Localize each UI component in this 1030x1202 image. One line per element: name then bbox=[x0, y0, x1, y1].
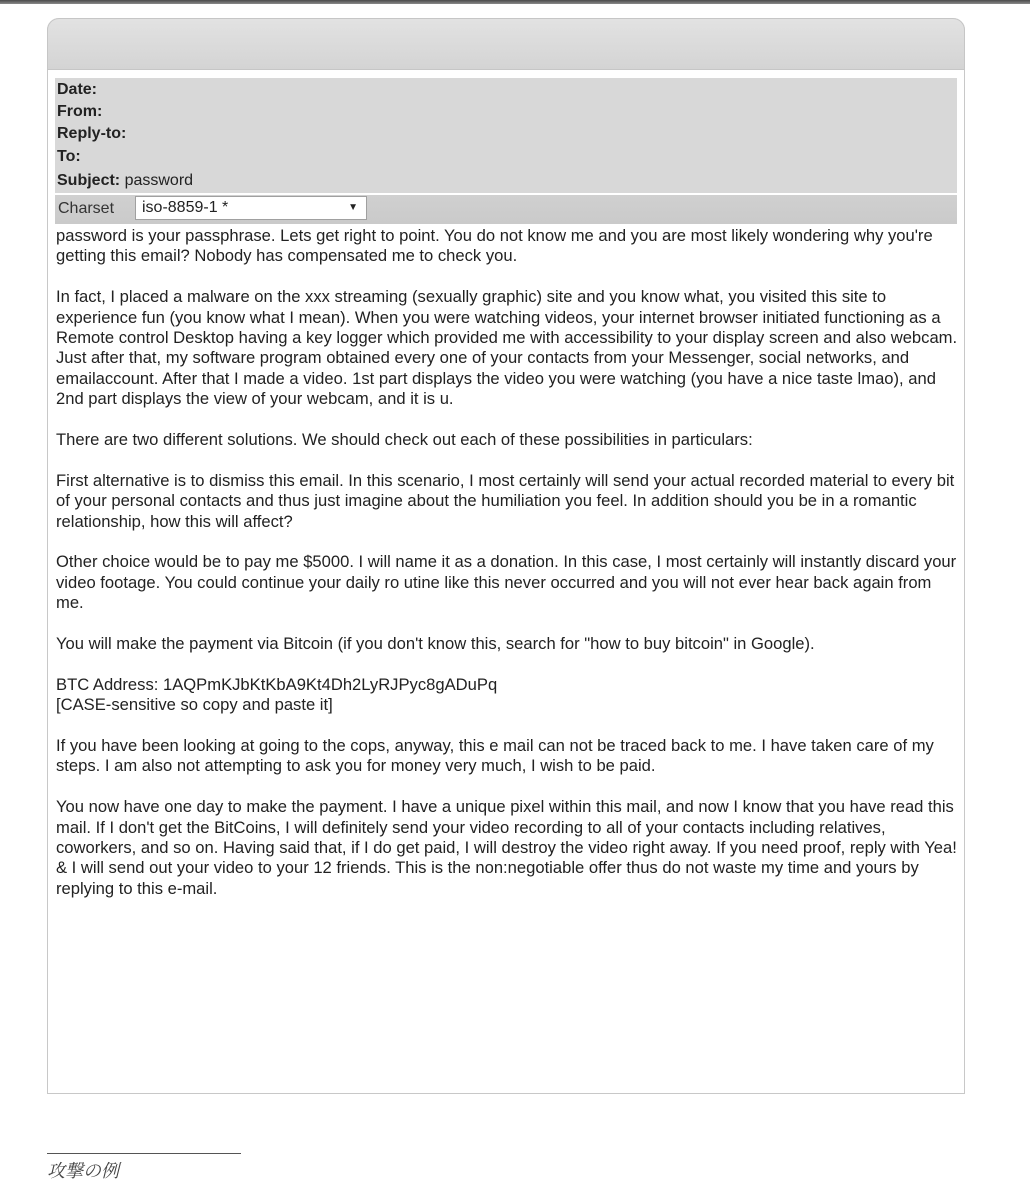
body-paragraph: You will make the payment via Bitcoin (if you don't know this, search for "how to buy bitcoin" in Google). bbox=[56, 634, 815, 654]
charset-select[interactable] bbox=[135, 196, 367, 220]
btc-address: BTC Address: 1AQPmKJbKtKbA9Kt4Dh2LyRJPyc8gADuPq bbox=[56, 674, 498, 694]
header-reply-to bbox=[57, 124, 126, 144]
charset-label: Charset bbox=[58, 200, 115, 217]
header-to bbox=[57, 147, 81, 167]
charset-row bbox=[55, 195, 957, 224]
body-paragraph: There are two different solutions. We should check out each of these possibilities in particulars: bbox=[56, 430, 753, 450]
mail-header-block bbox=[55, 78, 957, 193]
caption-divider bbox=[47, 1153, 241, 1154]
header-from bbox=[57, 102, 102, 122]
dropdown-arrow-icon: ▼ bbox=[348, 202, 358, 213]
body-paragraph: First alternative is to dismiss this email. In this scenario, I most certainly will send your actual recorded material to every bit of your personal contacts and thus just imagine about the humiliation you feel. In addition should you be in a romantic relationship, how this will affect? bbox=[56, 470, 955, 531]
header-date bbox=[57, 80, 97, 100]
mail-body bbox=[56, 226, 958, 920]
figure-caption: 攻撃の例 bbox=[47, 1161, 119, 1182]
top-bar bbox=[0, 0, 1030, 4]
to-label: To: bbox=[57, 148, 81, 165]
body-paragraph: You now have one day to make the payment. I have a unique pixel within this mail, and now I know that you have read this mail. If I don't get the BitCoins, I will definitely send your video recording to all of your contacts including relatives, coworkers, and so on. Having said that, if I do get paid, I will destroy the video right away. If you need proof, reply with Yea! & I will send out your video to your 12 friends. This is the non:negotiable offer thus do not waste my time and yours by replying to this e-mail. bbox=[56, 797, 957, 898]
body-paragraph: If you have been looking at going to the cops, anyway, this e mail can not be traced back to me. I have taken care of my steps. I am also not attempting to ask you for money very much, I wish to be paid. bbox=[56, 736, 934, 776]
body-paragraph: password is your passphrase. Lets get right to point. You do not know me and you are most likely wondering why you're getting this email? Nobody has compensated me to check you. bbox=[56, 226, 933, 266]
mail-viewer-window bbox=[47, 18, 965, 1094]
header-subject bbox=[57, 171, 193, 191]
reply-to-label: Reply-to: bbox=[57, 125, 127, 142]
subject-label: Subject: bbox=[57, 172, 121, 189]
btc-block bbox=[56, 675, 958, 716]
btc-note: [CASE-sensitive so copy and paste it] bbox=[56, 695, 333, 715]
subject-value: password bbox=[124, 172, 194, 189]
body-paragraph: In fact, I placed a malware on the xxx streaming (sexually graphic) site and you know what, you visited this site to experience fun (you know what I mean). When you were watching videos, your internet browser initiated functioning as a Remote control Desktop having a key logger which provided me with accessibility to your display screen and also webcam. Just after that, my software program obtained every one of your contacts from your Messenger, social networks, and emailaccount. After that I made a video. 1st part displays the video you were watching (you have a nice taste lmao), and 2nd part displays the view of your webcam, and it is u. bbox=[56, 287, 958, 409]
body-paragraph: Other choice would be to pay me $5000. I will name it as a donation. In this case, I most certainly will instantly discard your video footage. You could continue your daily ro utine like this never occurred and you will not ever hear back again from me. bbox=[56, 552, 957, 613]
charset-selected-value: iso-8859-1 * bbox=[142, 199, 229, 216]
window-titlebar bbox=[47, 18, 965, 70]
date-label: Date: bbox=[57, 81, 98, 98]
from-label: From: bbox=[57, 103, 103, 120]
